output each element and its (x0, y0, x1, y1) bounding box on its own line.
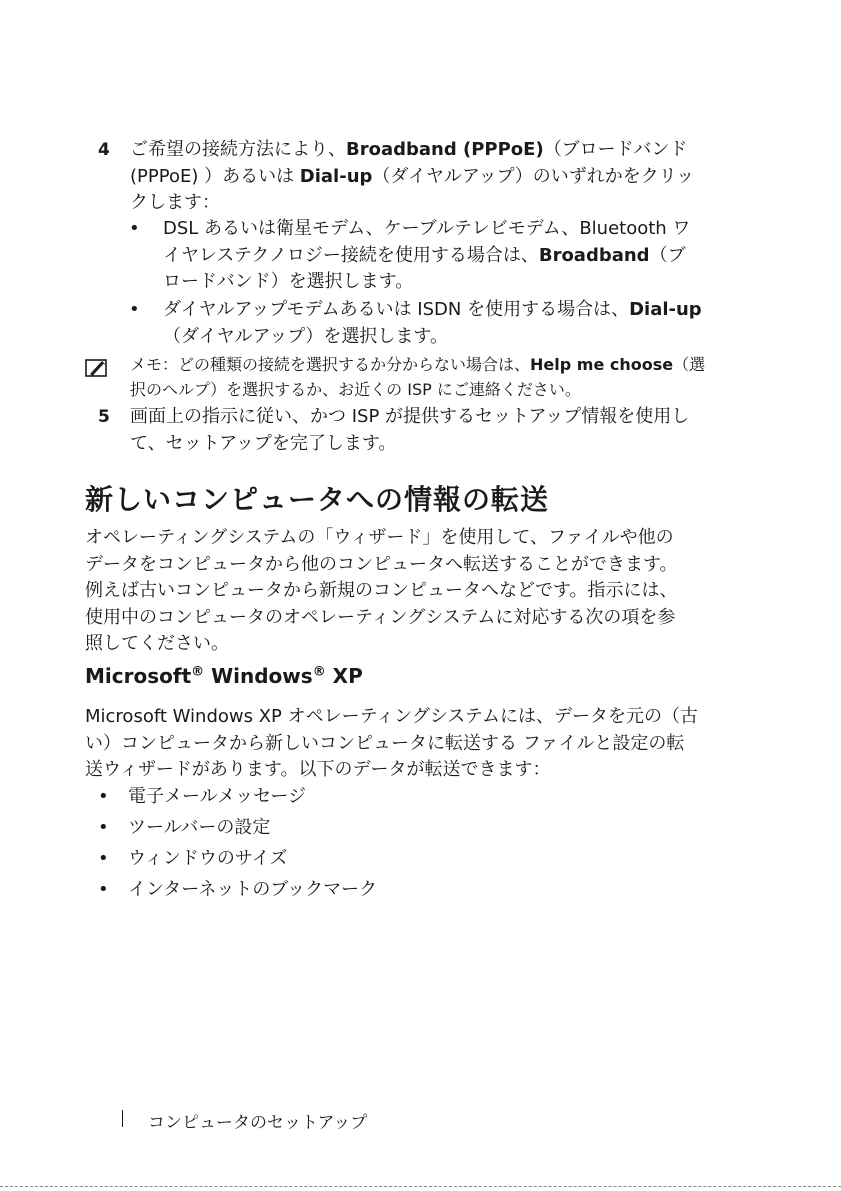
subsection-title: Microsoft® Windows® XP (85, 664, 363, 688)
bullet-icon: • (129, 218, 140, 239)
bullet-icon: • (98, 786, 109, 807)
step-number: 4 (98, 140, 110, 160)
bullet-icon: • (98, 817, 109, 838)
intro-paragraph: オペレーティングシステムの「ウィザード」を使用して、ファイルや他の データをコンピュータから他のコンピュータへ転送することができます。 例えば古いコンピュータから新規のコンピュータへなどです。指示には、 使用中のコンピュータのオペレーティングシステムに対応する次の項を参 照してください。 (85, 527, 678, 654)
list-item: • インターネットのブックマーク (128, 877, 377, 903)
step-4 (98, 137, 725, 217)
bullet-icon: • (98, 879, 109, 900)
option-dialup: • ダイヤルアップモデムあるいは ISDN を使用する場合は、Dial-up （ダイヤルアップ）を選択します。 (129, 299, 702, 347)
bullet-icon: • (129, 299, 140, 320)
list-item: • ウィンドウのサイズ (128, 846, 287, 872)
xp-paragraph: Microsoft Windows XP オペレーティングシステムには、データを元の（古 い）コンピュータから新しいコンピュータに転送する ファイルと設定の転 送ウィザードがあります。以下のデータが転送できます： (85, 706, 699, 780)
step-4-line-3: クします： (130, 192, 220, 213)
page-footer: コンピュータのセットアップ (148, 1113, 368, 1133)
step-number: 5 (98, 407, 110, 427)
step-4-line-1: ご希望の接続方法により、Broadband (PPPoE)（ブロードバンド (130, 139, 688, 160)
list-item: • ツールバーの設定 (128, 815, 270, 841)
note: メモ：どの種類の接続を選択するか分からない場合は、Help me choose（選 択のヘルプ）を選択するか、お近くの ISP にご連絡ください。 (130, 352, 725, 402)
list-item: • 電子メールメッセージ (128, 784, 306, 810)
section-title: 新しいコンピュータへの情報の転送 (85, 483, 550, 516)
page-cut-line (0, 1186, 841, 1187)
note-pencil-icon (84, 358, 110, 378)
step-4-line-2: (PPPoE) ）あるいは Dial-up（ダイヤルアップ）のいずれかをクリッ (130, 165, 695, 187)
option-broadband: • DSL あるいは衛星モデム、ケーブルテレビモデム、Bluetooth ワ イヤレステクノロジー接続を使用する場合は、Broadband（ブ ロードバンド）を選択します。 (129, 218, 691, 292)
bullet-icon: • (98, 848, 109, 869)
step-5: 5 画面上の指示に従い、かつ ISP が提供するセットアップ情報を使用し て、セットアップを完了します。 (98, 406, 690, 454)
footer-divider (122, 1110, 123, 1127)
